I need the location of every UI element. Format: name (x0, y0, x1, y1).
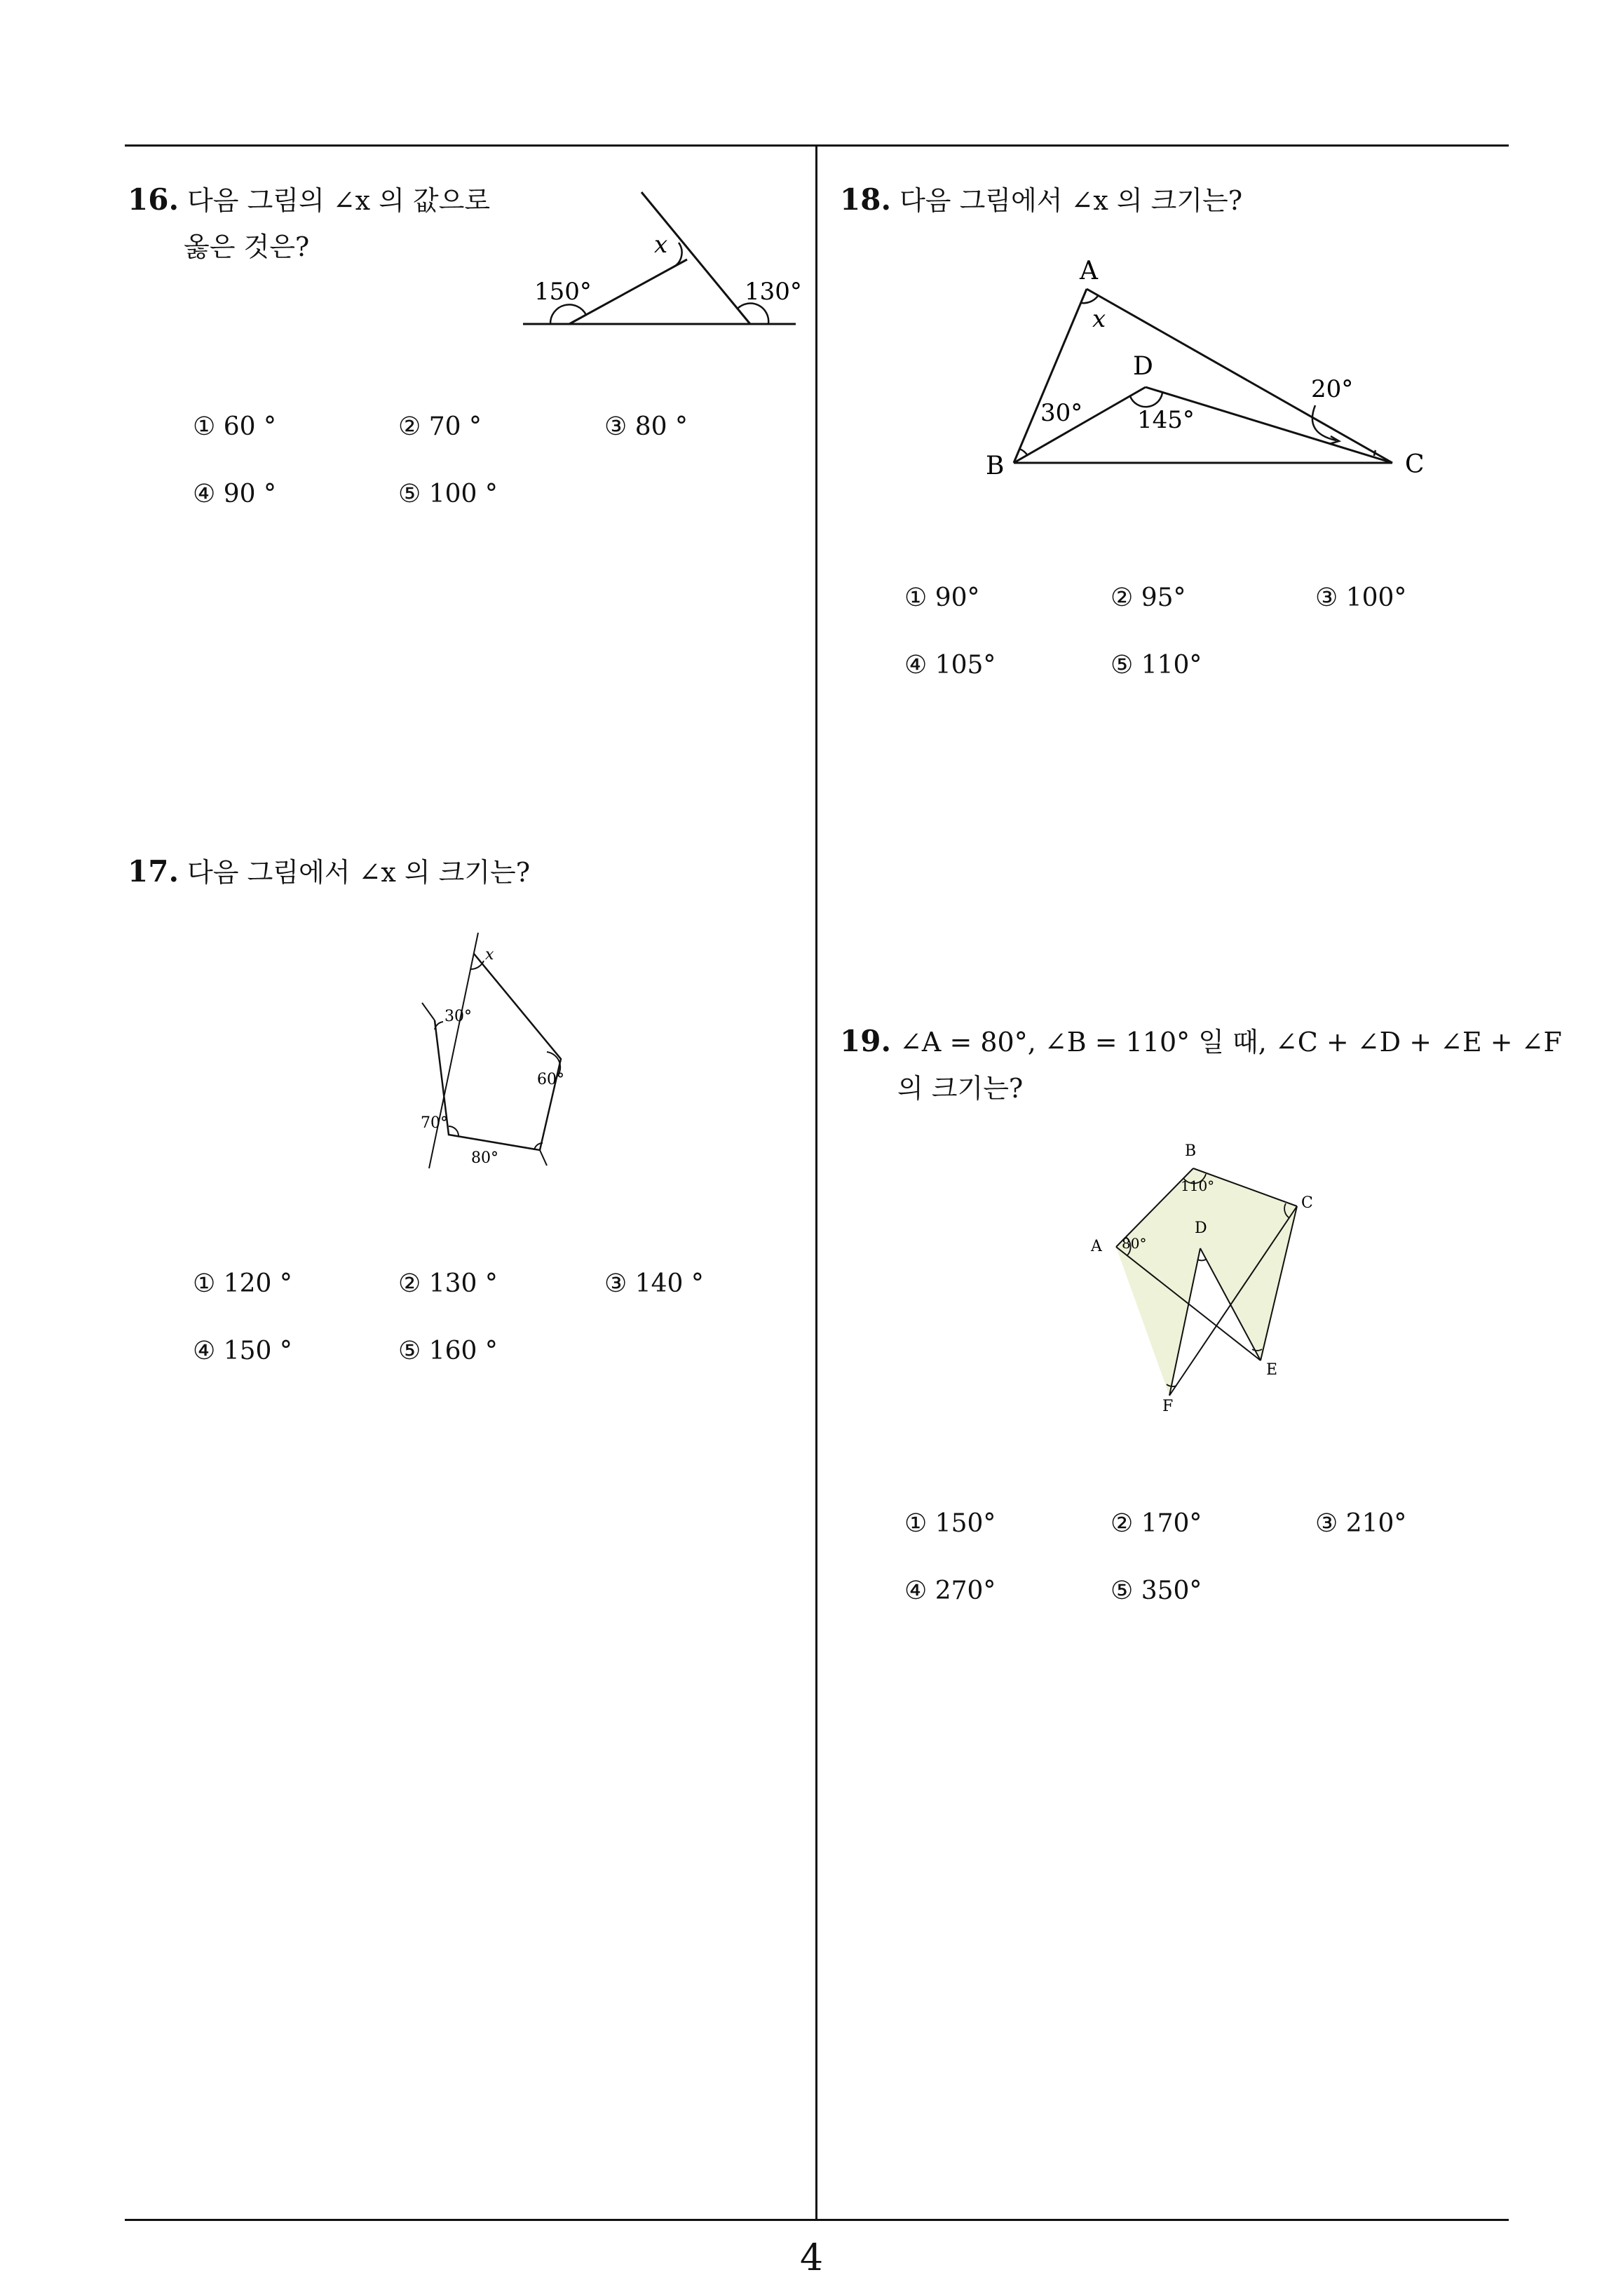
question-18-number: 18. (840, 182, 892, 217)
q19-choice-4[interactable]: ④ 270° (904, 1576, 996, 1605)
q18-angle-20: 20° (1311, 375, 1354, 403)
q17-choice-2[interactable]: ② 130 ° (398, 1269, 498, 1298)
q18-angle-30: 30° (1040, 399, 1083, 427)
question-17 (128, 849, 530, 896)
q17-choice-4[interactable]: ④ 150 ° (193, 1337, 292, 1365)
q19-label-C: C (1301, 1194, 1313, 1212)
question-16-number: 16. (128, 182, 179, 217)
q19-label-E: E (1266, 1361, 1278, 1379)
q18-figure (975, 252, 1437, 491)
q17-figure (414, 919, 582, 1171)
q16-choice-4[interactable]: ④ 90 ° (193, 480, 276, 508)
q19-label-F: F (1162, 1398, 1174, 1415)
q19-choice-2[interactable]: ② 170° (1111, 1509, 1202, 1538)
q16-angle-130: 130° (745, 278, 802, 306)
q17-angle-x: x (485, 946, 494, 964)
q18-label-D: D (1133, 352, 1153, 381)
question-16-line1: 16. 다음 그림의 ∠x 의 값으로 (128, 182, 491, 217)
q16-angle-150: 150° (534, 278, 592, 306)
question-16-line2: 옳은 것은? (184, 231, 310, 262)
q18-choice-3[interactable]: ③ 100° (1315, 583, 1407, 612)
column-divider (815, 144, 817, 2220)
q18-label-x: x (1092, 305, 1106, 333)
q19-choice-1[interactable]: ① 150° (904, 1509, 996, 1538)
q16-choice-1[interactable]: ① 60 ° (193, 412, 276, 441)
q17-angle-30: 30° (444, 1008, 472, 1025)
question-16 (128, 177, 490, 270)
q19-choice-3[interactable]: ③ 210° (1315, 1509, 1407, 1538)
q18-choice-5[interactable]: ⑤ 110° (1111, 651, 1202, 680)
question-17-text: 다음 그림에서 ∠x 의 크기는? (187, 857, 531, 888)
q19-figure (1085, 1136, 1324, 1417)
q17-angle-80: 80° (471, 1149, 498, 1167)
q16-figure (519, 182, 813, 344)
q17-choice-1[interactable]: ① 120 ° (193, 1269, 292, 1298)
q18-angle-145: 145° (1137, 406, 1195, 434)
q17-angle-60: 60° (537, 1071, 564, 1088)
question-19-number: 19. (840, 1024, 892, 1058)
q19-angle-80: 80° (1122, 1235, 1147, 1252)
q16-choice-5[interactable]: ⑤ 100 ° (398, 480, 498, 508)
question-18-text: 다음 그림에서 ∠x 의 크기는? (899, 185, 1243, 216)
q18-choice-2[interactable]: ② 95° (1111, 583, 1186, 612)
q18-label-A: A (1080, 257, 1098, 285)
question-18 (840, 177, 1242, 224)
question-19 (840, 1018, 1562, 1112)
q19-label-D: D (1195, 1220, 1207, 1237)
q17-choice-5[interactable]: ⑤ 160 ° (398, 1337, 498, 1365)
q16-angle-x: x (654, 231, 668, 259)
q18-label-C: C (1405, 450, 1425, 479)
q17-angle-70: 70° (421, 1114, 448, 1132)
q16-choice-3[interactable]: ③ 80 ° (604, 412, 688, 441)
question-17-number: 17. (128, 854, 179, 889)
q16-choice-2[interactable]: ② 70 ° (398, 412, 482, 441)
q19-angle-110: 110° (1181, 1177, 1215, 1194)
q19-label-A: A (1091, 1238, 1102, 1255)
q18-choice-1[interactable]: ① 90° (904, 583, 980, 612)
q19-label-B: B (1185, 1142, 1197, 1160)
bottom-rule (125, 2219, 1509, 2221)
question-19-line2: 의 크기는? (897, 1073, 1024, 1104)
page-number: 4 (799, 2237, 824, 2279)
q18-choice-4[interactable]: ④ 105° (904, 651, 996, 680)
q18-label-B: B (986, 452, 1005, 480)
question-19-line1: ∠A = 80°, ∠B = 110° 일 때, ∠C + ∠D + ∠E + ∠F (899, 1027, 1562, 1058)
q19-choice-5[interactable]: ⑤ 350° (1111, 1576, 1202, 1605)
q17-choice-3[interactable]: ③ 140 ° (604, 1269, 704, 1298)
